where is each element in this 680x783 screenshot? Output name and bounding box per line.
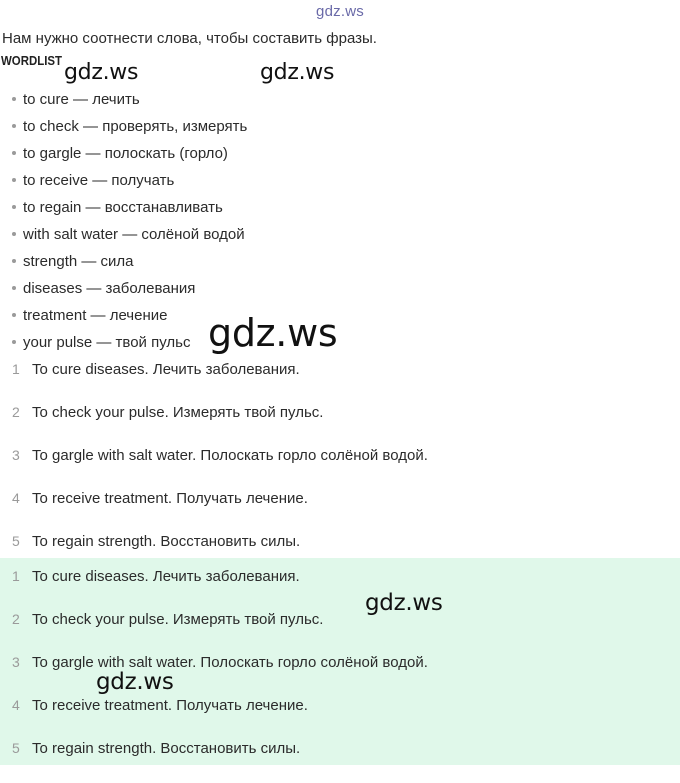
bullet-icon (12, 97, 16, 101)
watermark: gdz.ws (64, 60, 139, 85)
site-watermark-top[interactable]: gdz.ws (316, 3, 364, 20)
wordlist-item: diseases — заболевания (12, 280, 195, 297)
wordlist-item: to regain — восстанавливать (12, 199, 223, 216)
watermark: gdz.ws (365, 590, 443, 616)
answer-row: 3 To gargle with salt water. Полоскать горло солёной водой. (12, 447, 428, 464)
answer-row: 2 To check your pulse. Измерять твой пульс. (12, 404, 324, 421)
wordlist-item: to gargle — полоскать (горло) (12, 145, 228, 162)
bullet-icon (12, 124, 16, 128)
answer-row: 1 To cure diseases. Лечить заболевания. (12, 361, 300, 378)
watermark: gdz.ws (208, 311, 338, 355)
wordlist-item: to receive — получать (12, 172, 174, 189)
task-instruction: Нам нужно соотнести слова, чтобы составить фразы. (2, 30, 377, 47)
watermark: gdz.ws (96, 669, 174, 695)
watermark: gdz.ws (260, 60, 335, 85)
bullet-icon (12, 259, 16, 263)
wordlist-item: strength — сила (12, 253, 134, 270)
answer-row: 4 To receive treatment. Получать лечение. (12, 490, 308, 507)
wordlist-item: with salt water — солёной водой (12, 226, 245, 243)
wordlist-item: your pulse — твой пульс (12, 334, 190, 351)
bullet-icon (12, 205, 16, 209)
wordlist-item: to cure — лечить (12, 91, 140, 108)
bullet-icon (12, 313, 16, 317)
wordlist-item: to check — проверять, измерять (12, 118, 247, 135)
bullet-icon (12, 232, 16, 236)
bullet-icon (12, 178, 16, 182)
bullet-icon (12, 286, 16, 290)
bullet-icon (12, 151, 16, 155)
answer-row: 2 To check your pulse. Измерять твой пульс. (12, 611, 324, 628)
answer-row: 5 To regain strength. Восстановить силы. (12, 740, 301, 757)
answer-row: 1 To cure diseases. Лечить заболевания. (12, 568, 300, 585)
wordlist-heading: WORDLIST (1, 53, 63, 68)
wordlist-item: treatment — лечение (12, 307, 167, 324)
bullet-icon (12, 340, 16, 344)
answer-row: 4 To receive treatment. Получать лечение. (12, 697, 308, 714)
answer-row: 3 To gargle with salt water. Полоскать горло солёной водой. (12, 654, 428, 671)
answer-row: 5 To regain strength. Восстановить силы. (12, 533, 301, 550)
